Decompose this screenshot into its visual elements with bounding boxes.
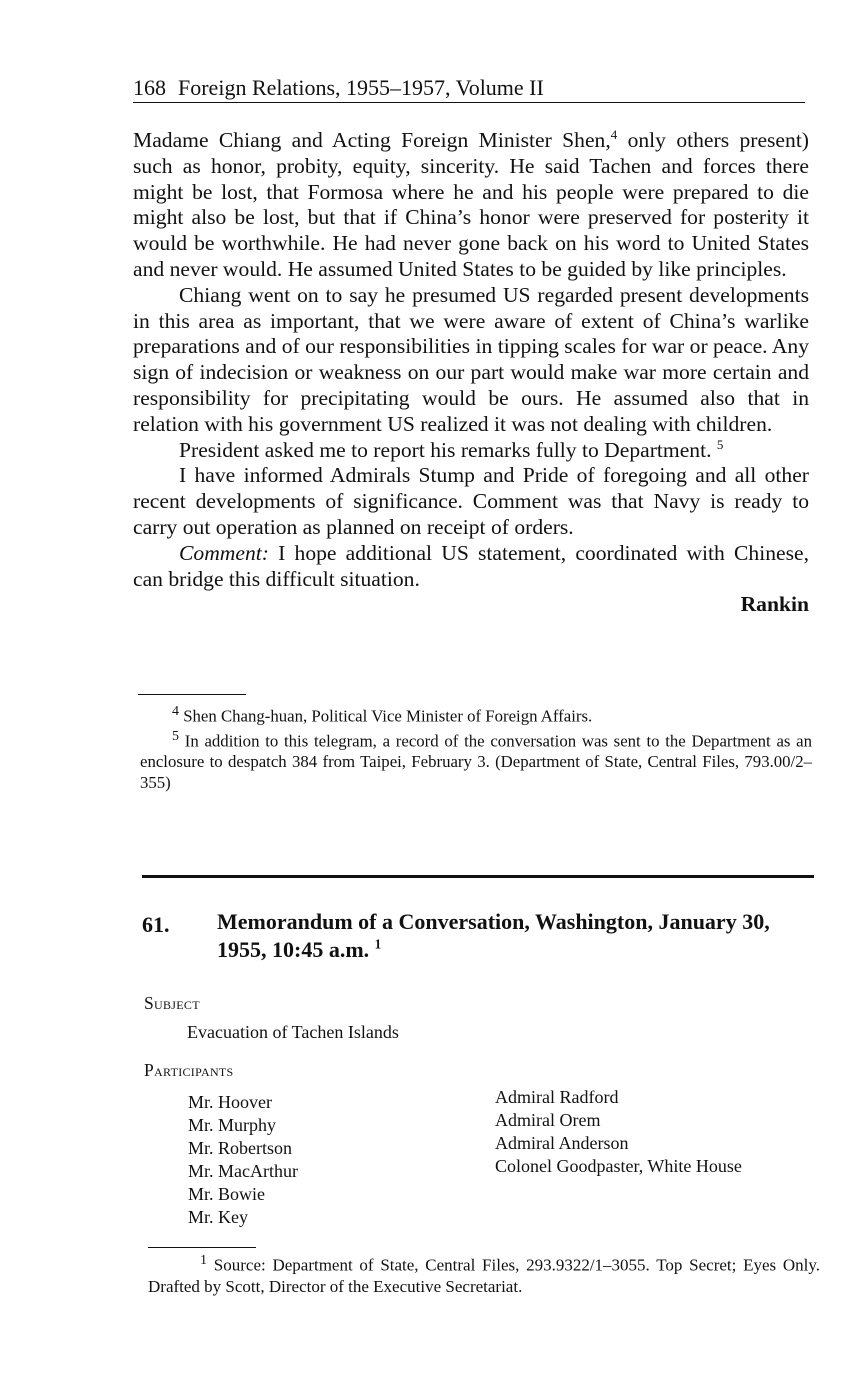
participant: Admiral Orem [495, 1110, 601, 1130]
comment-label: Comment: [179, 540, 269, 565]
footnotes [140, 702, 812, 793]
footnote-5 [140, 727, 812, 793]
footnote-5-text: In addition to this telegram, a record of the conversation was sent to the Department as an enclosure to despatch 384 from Taipei, February 3. (Department of State, Central Files, 793.00/2–355) [140, 731, 812, 792]
section-divider [142, 875, 814, 878]
footnote-divider [138, 694, 246, 695]
participant: Mr. Robertson [188, 1138, 293, 1158]
footnote-4 [140, 702, 812, 727]
participant: Mr. Murphy [188, 1115, 277, 1135]
participant: Mr. MacArthur [188, 1161, 298, 1181]
footnote-4-text: Shen Chang-huan, Political Vice Minister of Foreign Affairs. [179, 706, 593, 726]
footnote-1 [148, 1250, 820, 1297]
footnote-ref-1: 1 [374, 936, 382, 952]
paragraph-1-start: Madame Chiang and Acting Foreign Minister Shen, [133, 128, 611, 152]
subject-label: Subject [144, 993, 200, 1013]
document-number: 61. [142, 912, 170, 937]
document-title [217, 908, 817, 964]
paragraph-3 [133, 438, 809, 464]
footnote-divider-2 [148, 1247, 256, 1248]
participant: Mr. Key [188, 1207, 248, 1227]
paragraph-1 [133, 128, 809, 283]
document-footnotes [148, 1250, 820, 1297]
participant: Mr. Hoover [188, 1092, 272, 1112]
footnote-4-number: 4 [172, 704, 179, 719]
paragraph-1-rest: only others present) such as honor, probity, equity, sincerity. He said Tachen and forces there might be lost, that Formosa where he and his people were prepared to die might also be lost, but that if China’s honor were preserved for posterity it would be worthwhile. He had never gone back on his word to United States and never would. He assumed United States to be guided by like principles. [133, 128, 810, 281]
participant: Admiral Radford [495, 1087, 619, 1107]
footnote-5-number: 5 [172, 729, 179, 745]
paragraph-4: I have informed Admirals Stump and Pride of foregoing and all other recent developments of significance. Comment was that Navy is ready to carry out operation as planned on receipt of orders. [133, 463, 809, 539]
footnote-ref-4: 4 [610, 126, 618, 142]
participants-right-column [495, 1086, 742, 1178]
body-text [133, 128, 809, 618]
paragraph-5 [133, 541, 809, 593]
running-title: Foreign Relations, 1955–1957, Volume II [178, 75, 544, 100]
footnote-1-number: 1 [200, 1252, 208, 1268]
participant: Colonel Goodpaster, White House [495, 1156, 742, 1176]
participant: Admiral Anderson [495, 1133, 629, 1153]
participant: Mr. Bowie [188, 1184, 266, 1204]
footnote-1-text: Source: Department of State, Central Files, 293.9322/1–3055. Top Secret; Eyes Only. Drafted by Scott, Director of the Executive Secretariat. [148, 1255, 820, 1296]
comment-text: I hope additional US statement, coordinated with Chinese, can bridge this difficult situation. [133, 540, 809, 591]
participants-left-column [188, 1091, 298, 1229]
subject-text: Evacuation of Tachen Islands [187, 1022, 399, 1042]
document-title-text: Memorandum of a Conversation, Washington, January 30, 1955, 10:45 a.m. [217, 909, 770, 962]
footnote-ref-5: 5 [716, 436, 724, 452]
paragraph-2: Chiang went on to say he presumed US regarded present developments in this area as important, that we were aware of extent of China’s warlike preparations and of our responsibilities in tipping scales for war or peace. Any sign of indecision or weakness on our part would make war more certain and responsibility for precipitating would be ours. He assumed also that in relation with his government US realized it was not dealing with children. [133, 282, 809, 436]
page-number: 168 [133, 75, 166, 100]
running-header [133, 74, 805, 103]
participants-label: Participants [144, 1060, 234, 1080]
signature: Rankin [740, 592, 809, 617]
paragraph-3-text: President asked me to report his remarks fully to Department. [179, 437, 712, 462]
